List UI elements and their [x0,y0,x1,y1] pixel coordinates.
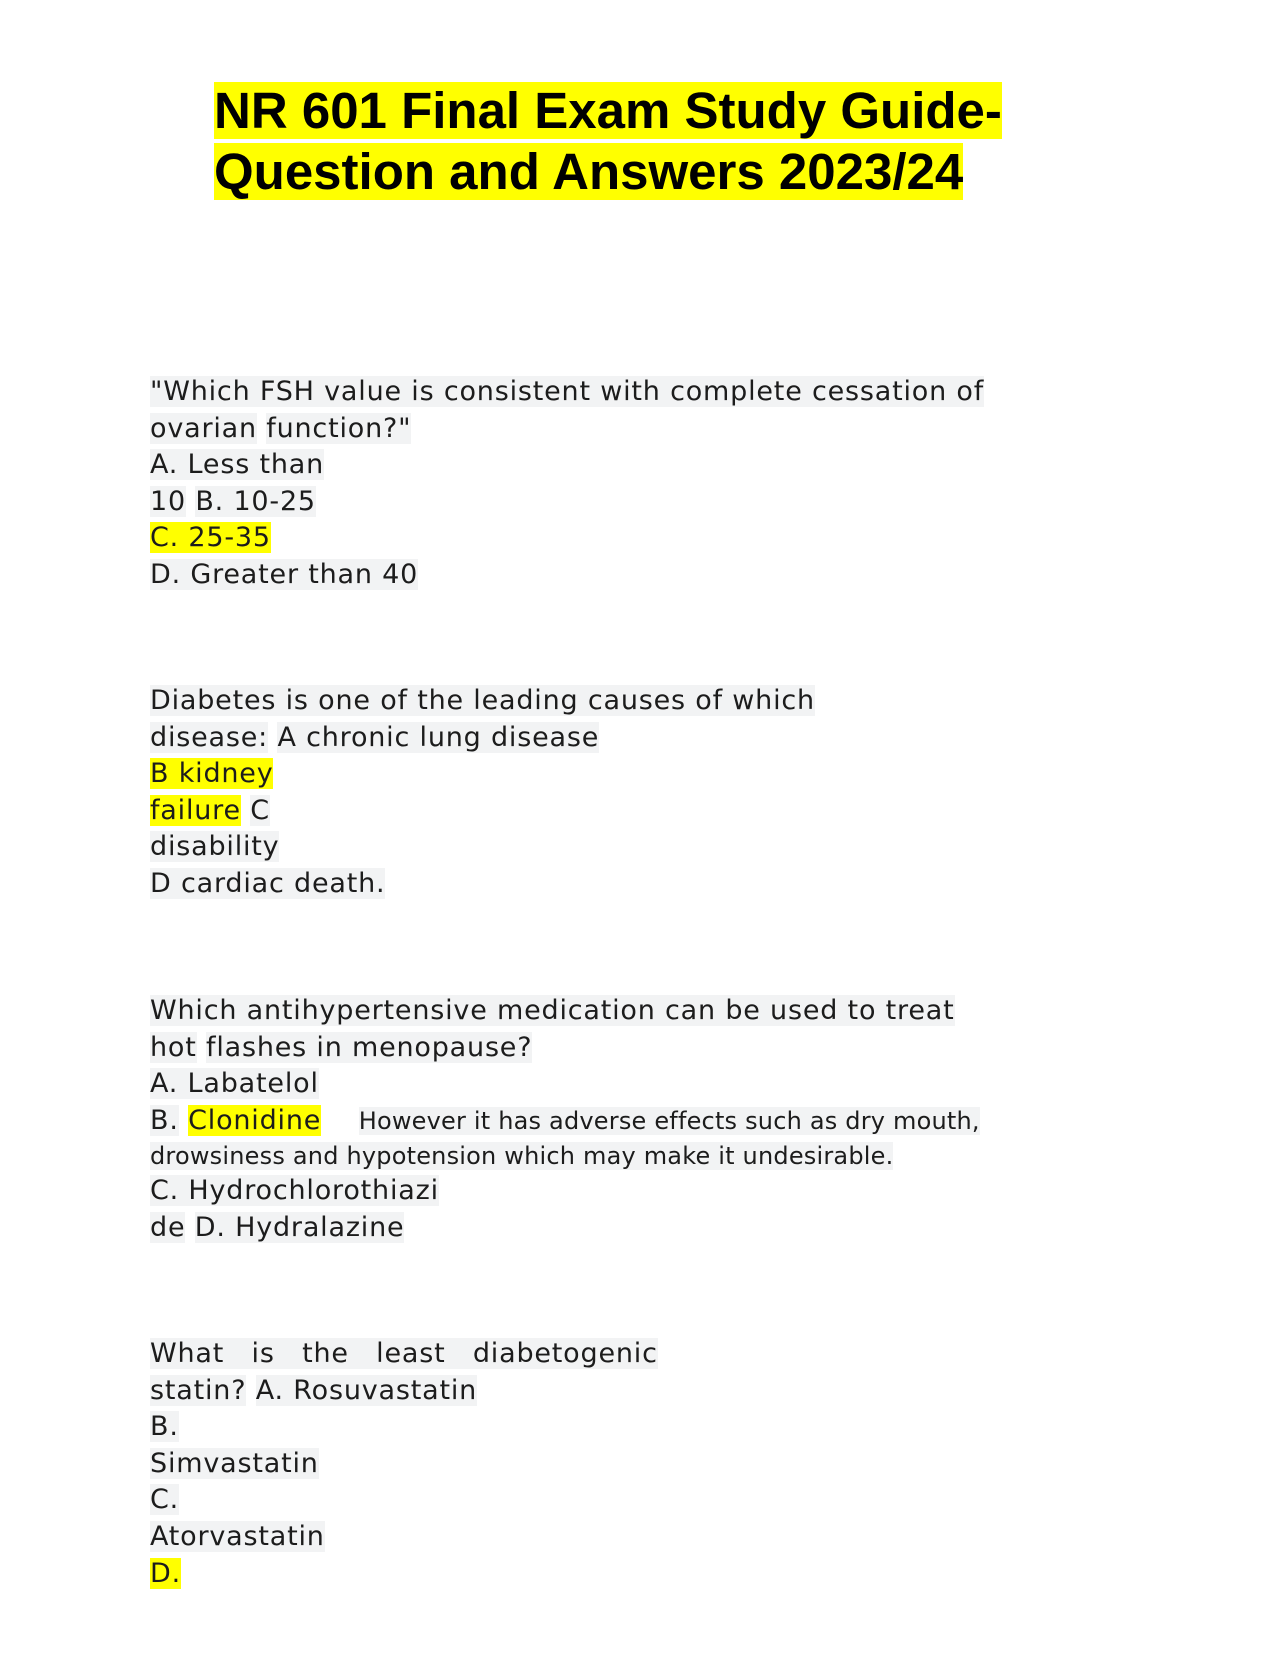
correct-answer-highlight: C. 25-35 [150,522,271,554]
question-text: ovarian [150,412,257,444]
option-a: A chronic lung disease [277,721,600,753]
question-antihypertensive [150,993,1150,1247]
answer-note: However it has adverse effects such as dry mouth, [358,1106,980,1135]
title-line-2: Question and Answers 2023/24 [214,143,964,200]
page-title [214,80,1114,202]
question-fsh [150,374,1150,594]
option-text: disability [150,831,280,863]
option-b-label: B. [150,1104,179,1136]
option-c: C. Hydrochlorothiazi [150,1175,439,1207]
correct-answer-highlight: failure [150,794,241,826]
option-c: Atorvastatin [150,1520,325,1552]
question-text: hot [150,1031,197,1063]
correct-answer-highlight: Clonidine [188,1104,322,1136]
option-d: D. Greater than 40 [150,558,419,590]
option-b-label: B. [150,1411,179,1443]
question-text: Which antihypertensive medication can be used to treat [150,995,955,1026]
question-text: "Which FSH value is consistent with complete cessation of [150,376,985,407]
question-text: Diabetes is one of the leading causes of which [150,685,815,716]
question-text: function?" [266,412,412,444]
correct-answer-highlight: D. [150,1557,181,1589]
option-c: C [250,794,270,826]
question-text: disease: [150,721,269,753]
option-a: A. Rosuvastatin [255,1374,478,1406]
answer-note: drowsiness and hypotension which may make it undesirable. [150,1142,894,1171]
option-text: A. Less than [150,449,325,481]
option-b: B. 10-25 [195,485,316,517]
option-text: 10 [150,485,186,517]
option-c-label: C. [150,1484,180,1516]
question-diabetes [150,683,1150,903]
option-a: A. Labatelol [150,1068,319,1100]
title-line-1: NR 601 Final Exam Study Guide- [214,82,1002,139]
option-d: D cardiac death. [150,867,386,899]
question-text: flashes in menopause? [206,1031,533,1063]
option-text: de [150,1211,186,1243]
question-text: What is the least diabetogenic [150,1338,658,1369]
correct-answer-highlight: B kidney [150,758,274,790]
option-b: Simvastatin [150,1447,319,1479]
question-statin [150,1336,1150,1592]
question-text: statin? [150,1374,247,1406]
option-d: D. Hydralazine [194,1211,405,1243]
